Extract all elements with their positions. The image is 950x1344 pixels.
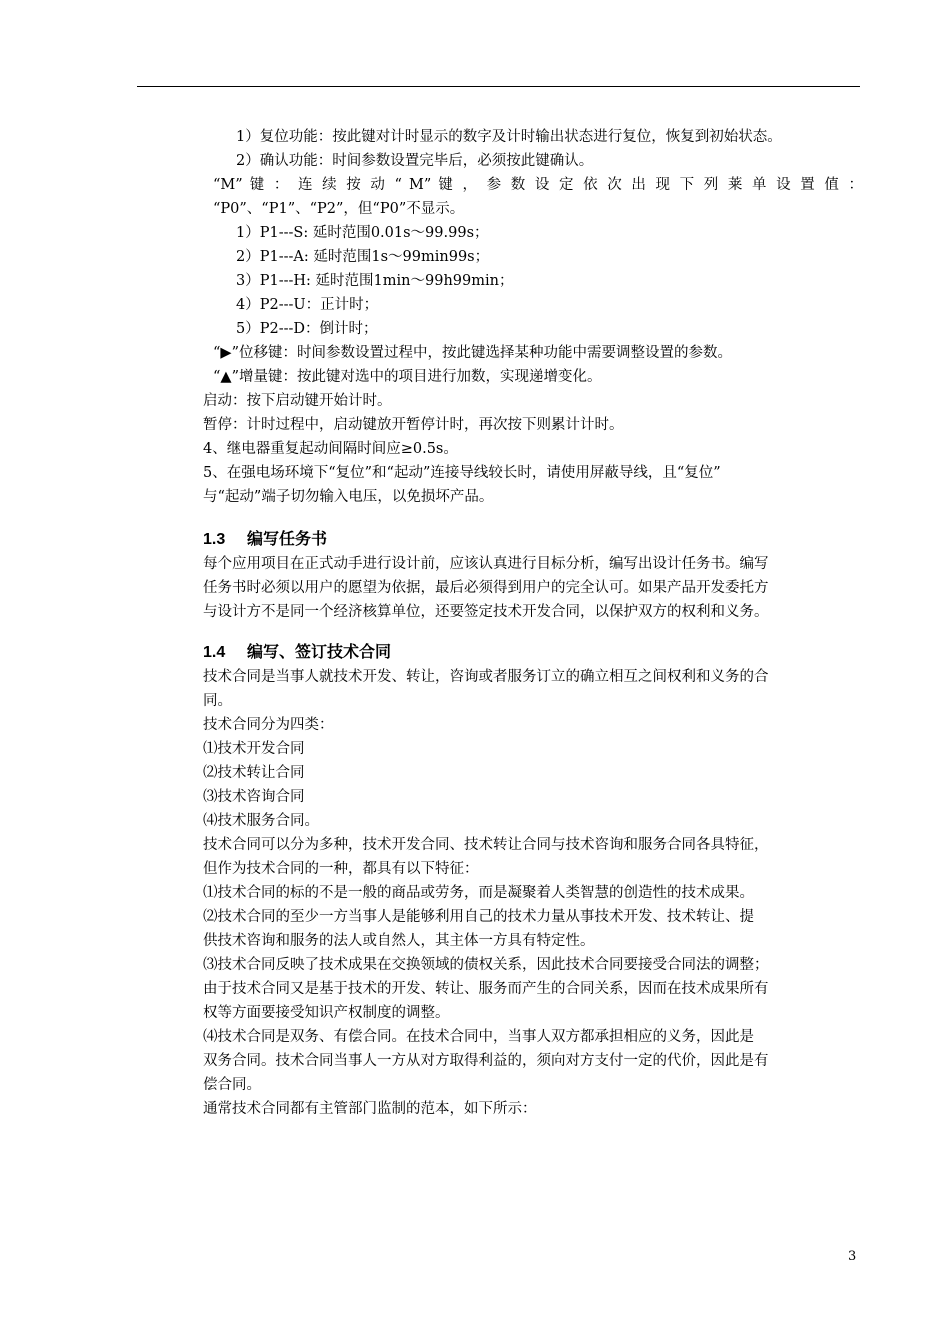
page-number: 3 bbox=[848, 1249, 857, 1264]
list-item: ⑴技术开发合同 bbox=[203, 741, 305, 757]
list-item: ⑶技术咨询合同 bbox=[203, 789, 305, 805]
text-line: 权等方面要接受知识产权制度的调整。 bbox=[203, 1005, 450, 1021]
text-line: ⑴技术合同的标的不是一般的商品或劳务，而是凝聚着人类智慧的创造性的技术成果。 bbox=[203, 885, 754, 901]
header-rule bbox=[137, 86, 860, 87]
text-line: 供技术咨询和服务的法人或自然人，其主体一方具有特定性。 bbox=[203, 933, 595, 949]
text-line: 双务合同。技术合同当事人一方从对方取得利益的，须向对方支付一定的代价，因此是有 bbox=[203, 1053, 769, 1069]
text-line: 2）确认功能：时间参数设置完毕后，必须按此键确认。 bbox=[236, 153, 594, 169]
text-line: “▲”增量键：按此键对选中的项目进行加数，实现递增变化。 bbox=[213, 369, 602, 385]
text-line: 5）P2---D：倒计时； bbox=[236, 321, 378, 337]
section-title: 编写任务书 bbox=[247, 531, 328, 548]
text-line: 3）P1---H: 延时范围1min～99h99min； bbox=[236, 273, 514, 289]
text-line: 通常技术合同都有主管部门监制的范本，如下所示： bbox=[203, 1101, 537, 1117]
text-line: 但作为技术合同的一种，都具有以下特征： bbox=[203, 861, 479, 877]
text-line: 技术合同是当事人就技术开发、转让，咨询或者服务订立的确立相互之间权利和义务的合 bbox=[203, 669, 769, 685]
section-number: 1.4 bbox=[203, 644, 226, 661]
list-item: ⑵技术转让合同 bbox=[203, 765, 305, 781]
text-line: 与“起动”端子切勿输入电压，以免损坏产品。 bbox=[203, 489, 494, 505]
text-line: 4、继电器重复起动间隔时间应≥0.5s。 bbox=[203, 441, 458, 457]
section-heading-1-4 bbox=[203, 641, 860, 665]
section-heading-1-3 bbox=[203, 528, 860, 552]
text-line: 技术合同分为四类： bbox=[203, 717, 334, 733]
section-number: 1.3 bbox=[203, 531, 226, 548]
text-line: ⑷技术合同是双务、有偿合同。在技术合同中，当事人双方都承担相应的义务，因此是 bbox=[203, 1029, 754, 1045]
text-line: 5、在强电场环境下“复位”和“起动”连接导线较长时，请使用屏蔽导线，且“复位” bbox=[203, 465, 721, 481]
section-title: 编写、签订技术合同 bbox=[247, 644, 392, 661]
text-line: 1）P1---S: 延时范围0.01s～99.99s； bbox=[236, 225, 489, 241]
document-body bbox=[203, 125, 863, 1121]
text-line: 1）复位功能：按此键对计时显示的数字及计时输出状态进行复位，恢复到初始状态。 bbox=[236, 129, 782, 145]
text-line: “P0”、“P1”、“P2”，但“P0”不显示。 bbox=[213, 201, 465, 217]
text-line: 与设计方不是同一个经济核算单位，还要签定技术开发合同，以保护双方的权利和义务。 bbox=[203, 604, 769, 620]
text-line: 偿合同。 bbox=[203, 1077, 261, 1093]
text-line: “▶”位移键：时间参数设置过程中，按此键选择某种功能中需要调整设置的参数。 bbox=[213, 345, 732, 361]
text-line: 启动：按下启动键开始计时。 bbox=[203, 393, 392, 409]
text-line: “M” 键 ： 连 续 按 动 “ M” 键 ， 参 数 设 定 依 次 出 现 下 列 莱 单 设 置 值 ： bbox=[213, 177, 863, 193]
text-line: 由于技术合同又是基于技术的开发、转让、服务而产生的合同关系，因而在技术成果所有 bbox=[203, 981, 769, 997]
text-line: 暂停：计时过程中，启动键放开暂停计时，再次按下则累计计时。 bbox=[203, 417, 624, 433]
text-line: 任务书时必须以用户的愿望为依据，最后必须得到用户的完全认可。如果产品开发委托方 bbox=[203, 580, 769, 596]
text-line: ⑶技术合同反映了技术成果在交换领域的债权关系，因此技术合同要接受合同法的调整； bbox=[203, 957, 769, 973]
text-line: 4）P2---U：正计时； bbox=[236, 297, 379, 313]
text-line: 同。 bbox=[203, 693, 232, 709]
text-line: ⑵技术合同的至少一方当事人是能够利用自己的技术力量从事技术开发、技术转让、提 bbox=[203, 909, 754, 925]
text-line: 每个应用项目在正式动手进行设计前，应该认真进行目标分析，编写出设计任务书。编写 bbox=[203, 556, 769, 572]
text-line: 技术合同可以分为多种，技术开发合同、技术转让合同与技术咨询和服务合同各具特征， bbox=[203, 837, 769, 853]
list-item: ⑷技术服务合同。 bbox=[203, 813, 319, 829]
text-line: 2）P1---A: 延时范围1s～99min99s； bbox=[236, 249, 490, 265]
